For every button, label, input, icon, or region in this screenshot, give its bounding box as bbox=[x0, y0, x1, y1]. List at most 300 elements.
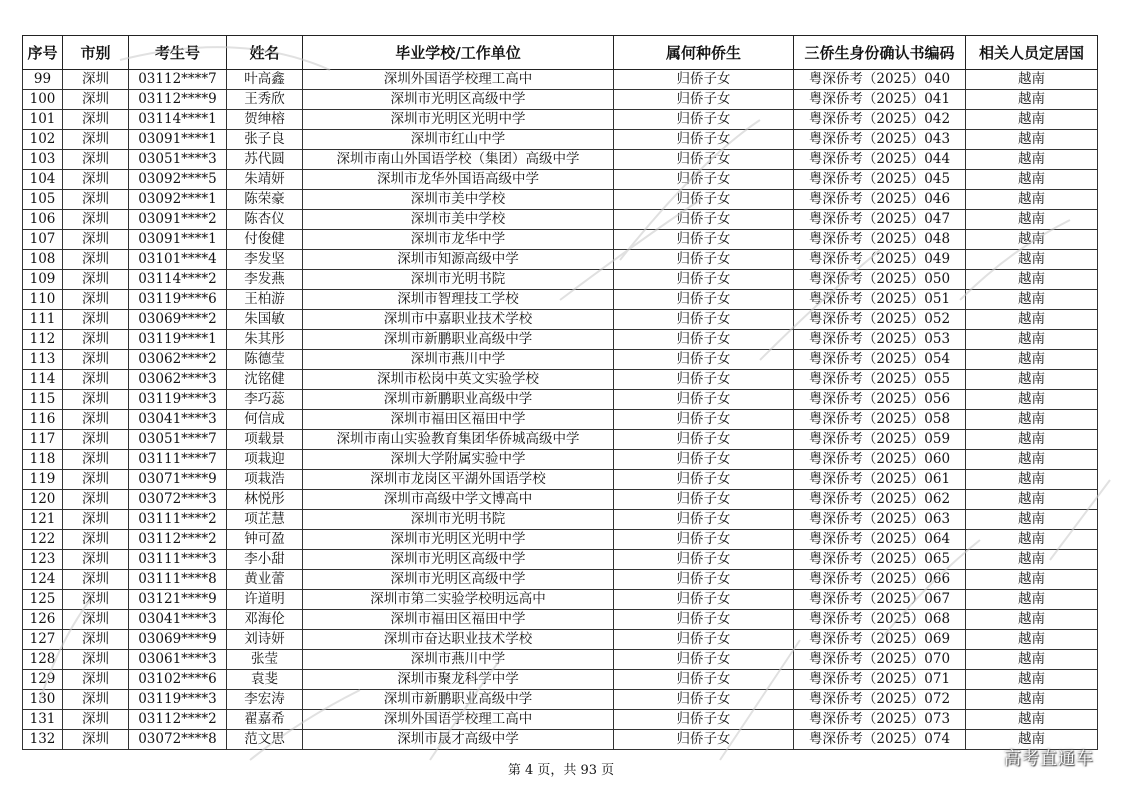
cell-school: 深圳外国语学校理工高中 bbox=[303, 70, 614, 90]
table-row bbox=[23, 270, 1098, 290]
cell-name: 朱靖妍 bbox=[227, 170, 303, 190]
cell-seq: 117 bbox=[23, 430, 63, 450]
cell-city: 深圳 bbox=[63, 70, 129, 90]
cell-exam-id: 03111****2 bbox=[129, 510, 227, 530]
cell-name: 钟可盈 bbox=[227, 530, 303, 550]
cell-country: 越南 bbox=[966, 470, 1098, 490]
table-row bbox=[23, 370, 1098, 390]
cell-cert-code: 粤深侨考（2025）056 bbox=[794, 390, 966, 410]
cell-city: 深圳 bbox=[63, 230, 129, 250]
cell-school: 深圳外国语学校理工高中 bbox=[303, 710, 614, 730]
cell-cert-code: 粤深侨考（2025）072 bbox=[794, 690, 966, 710]
table-row bbox=[23, 550, 1098, 570]
cell-city: 深圳 bbox=[63, 390, 129, 410]
cell-name: 翟嘉希 bbox=[227, 710, 303, 730]
cell-exam-id: 03111****7 bbox=[129, 450, 227, 470]
cell-seq: 109 bbox=[23, 270, 63, 290]
cell-city: 深圳 bbox=[63, 550, 129, 570]
table-row bbox=[23, 630, 1098, 650]
col-header-type: 属何种侨生 bbox=[614, 36, 794, 70]
cell-cert-code: 粤深侨考（2025）068 bbox=[794, 610, 966, 630]
cell-cert-code: 粤深侨考（2025）054 bbox=[794, 350, 966, 370]
cell-type: 归侨子女 bbox=[614, 390, 794, 410]
cell-school: 深圳市燕川中学 bbox=[303, 650, 614, 670]
cell-country: 越南 bbox=[966, 670, 1098, 690]
cell-name: 范文思 bbox=[227, 730, 303, 750]
cell-city: 深圳 bbox=[63, 630, 129, 650]
table-row bbox=[23, 330, 1098, 350]
cell-seq: 106 bbox=[23, 210, 63, 230]
cell-cert-code: 粤深侨考（2025）040 bbox=[794, 70, 966, 90]
cell-cert-code: 粤深侨考（2025）044 bbox=[794, 150, 966, 170]
cell-type: 归侨子女 bbox=[614, 170, 794, 190]
cell-country: 越南 bbox=[966, 630, 1098, 650]
table-row bbox=[23, 670, 1098, 690]
cell-seq: 126 bbox=[23, 610, 63, 630]
cell-name: 陈杏仪 bbox=[227, 210, 303, 230]
cell-type: 归侨子女 bbox=[614, 350, 794, 370]
cell-school: 深圳市光明书院 bbox=[303, 510, 614, 530]
cell-name: 贺绅榕 bbox=[227, 110, 303, 130]
cell-cert-code: 粤深侨考（2025）074 bbox=[794, 730, 966, 750]
cell-exam-id: 03119****3 bbox=[129, 390, 227, 410]
cell-city: 深圳 bbox=[63, 370, 129, 390]
cell-country: 越南 bbox=[966, 290, 1098, 310]
cell-name: 朱其彤 bbox=[227, 330, 303, 350]
cell-seq: 120 bbox=[23, 490, 63, 510]
cell-name: 李巧蕊 bbox=[227, 390, 303, 410]
cell-exam-id: 03114****2 bbox=[129, 270, 227, 290]
cell-seq: 118 bbox=[23, 450, 63, 470]
cell-type: 归侨子女 bbox=[614, 90, 794, 110]
cell-type: 归侨子女 bbox=[614, 110, 794, 130]
cell-cert-code: 粤深侨考（2025）060 bbox=[794, 450, 966, 470]
cell-seq: 112 bbox=[23, 330, 63, 350]
cell-type: 归侨子女 bbox=[614, 70, 794, 90]
cell-type: 归侨子女 bbox=[614, 210, 794, 230]
cell-cert-code: 粤深侨考（2025）051 bbox=[794, 290, 966, 310]
table-row bbox=[23, 610, 1098, 630]
cell-seq: 115 bbox=[23, 390, 63, 410]
cell-cert-code: 粤深侨考（2025）042 bbox=[794, 110, 966, 130]
cell-seq: 131 bbox=[23, 710, 63, 730]
cell-exam-id: 03041****3 bbox=[129, 410, 227, 430]
cell-country: 越南 bbox=[966, 610, 1098, 630]
cell-country: 越南 bbox=[966, 150, 1098, 170]
roster-body bbox=[23, 70, 1098, 750]
cell-name: 李宏涛 bbox=[227, 690, 303, 710]
cell-seq: 124 bbox=[23, 570, 63, 590]
table-row bbox=[23, 110, 1098, 130]
cell-type: 归侨子女 bbox=[614, 230, 794, 250]
cell-exam-id: 03112****2 bbox=[129, 710, 227, 730]
col-header-cert-code: 三侨生身份确认书编码 bbox=[794, 36, 966, 70]
cell-type: 归侨子女 bbox=[614, 630, 794, 650]
cell-city: 深圳 bbox=[63, 470, 129, 490]
cell-exam-id: 03092****1 bbox=[129, 190, 227, 210]
cell-exam-id: 03091****1 bbox=[129, 130, 227, 150]
cell-name: 项载景 bbox=[227, 430, 303, 450]
cell-seq: 110 bbox=[23, 290, 63, 310]
table-row bbox=[23, 710, 1098, 730]
cell-school: 深圳市龙华中学 bbox=[303, 230, 614, 250]
table-row bbox=[23, 410, 1098, 430]
cell-country: 越南 bbox=[966, 210, 1098, 230]
cell-type: 归侨子女 bbox=[614, 310, 794, 330]
cell-exam-id: 03119****6 bbox=[129, 290, 227, 310]
cell-type: 归侨子女 bbox=[614, 130, 794, 150]
cell-cert-code: 粤深侨考（2025）061 bbox=[794, 470, 966, 490]
cell-school: 深圳市晟才高级中学 bbox=[303, 730, 614, 750]
col-header-exam-id: 考生号 bbox=[129, 36, 227, 70]
cell-city: 深圳 bbox=[63, 190, 129, 210]
cell-name: 李发坚 bbox=[227, 250, 303, 270]
cell-type: 归侨子女 bbox=[614, 370, 794, 390]
cell-exam-id: 03121****9 bbox=[129, 590, 227, 610]
cell-exam-id: 03072****3 bbox=[129, 490, 227, 510]
cell-seq: 107 bbox=[23, 230, 63, 250]
cell-country: 越南 bbox=[966, 170, 1098, 190]
cell-name: 项芷慧 bbox=[227, 510, 303, 530]
cell-cert-code: 粤深侨考（2025）066 bbox=[794, 570, 966, 590]
table-row bbox=[23, 210, 1098, 230]
cell-city: 深圳 bbox=[63, 650, 129, 670]
cell-type: 归侨子女 bbox=[614, 190, 794, 210]
cell-city: 深圳 bbox=[63, 730, 129, 750]
cell-school: 深圳市新鹏职业高级中学 bbox=[303, 390, 614, 410]
cell-city: 深圳 bbox=[63, 690, 129, 710]
cell-exam-id: 03092****5 bbox=[129, 170, 227, 190]
cell-city: 深圳 bbox=[63, 670, 129, 690]
cell-name: 邓海伦 bbox=[227, 610, 303, 630]
cell-school: 深圳市美中学校 bbox=[303, 190, 614, 210]
cell-school: 深圳市松岗中英文实验学校 bbox=[303, 370, 614, 390]
cell-seq: 114 bbox=[23, 370, 63, 390]
cell-city: 深圳 bbox=[63, 110, 129, 130]
cell-country: 越南 bbox=[966, 410, 1098, 430]
col-header-city: 市别 bbox=[63, 36, 129, 70]
cell-cert-code: 粤深侨考（2025）059 bbox=[794, 430, 966, 450]
cell-exam-id: 03051****3 bbox=[129, 150, 227, 170]
cell-exam-id: 03069****9 bbox=[129, 630, 227, 650]
cell-school: 深圳市聚龙科学中学 bbox=[303, 670, 614, 690]
cell-name: 陈荣豪 bbox=[227, 190, 303, 210]
table-row bbox=[23, 190, 1098, 210]
cell-school: 深圳市南山外国语学校（集团）高级中学 bbox=[303, 150, 614, 170]
cell-type: 归侨子女 bbox=[614, 330, 794, 350]
cell-name: 陈德莹 bbox=[227, 350, 303, 370]
cell-city: 深圳 bbox=[63, 610, 129, 630]
cell-school: 深圳市红山中学 bbox=[303, 130, 614, 150]
cell-country: 越南 bbox=[966, 230, 1098, 250]
cell-city: 深圳 bbox=[63, 290, 129, 310]
cell-cert-code: 粤深侨考（2025）062 bbox=[794, 490, 966, 510]
cell-cert-code: 粤深侨考（2025）064 bbox=[794, 530, 966, 550]
cell-exam-id: 03062****2 bbox=[129, 350, 227, 370]
cell-name: 李发燕 bbox=[227, 270, 303, 290]
table-row bbox=[23, 450, 1098, 470]
cell-city: 深圳 bbox=[63, 90, 129, 110]
cell-country: 越南 bbox=[966, 590, 1098, 610]
cell-exam-id: 03041****3 bbox=[129, 610, 227, 630]
cell-name: 林悦彤 bbox=[227, 490, 303, 510]
cell-school: 深圳大学附属实验中学 bbox=[303, 450, 614, 470]
cell-exam-id: 03071****9 bbox=[129, 470, 227, 490]
cell-school: 深圳市中嘉职业技术学校 bbox=[303, 310, 614, 330]
table-row bbox=[23, 310, 1098, 330]
table-row bbox=[23, 390, 1098, 410]
cell-city: 深圳 bbox=[63, 590, 129, 610]
cell-type: 归侨子女 bbox=[614, 430, 794, 450]
cell-name: 叶高鑫 bbox=[227, 70, 303, 90]
table-row bbox=[23, 690, 1098, 710]
cell-cert-code: 粤深侨考（2025）063 bbox=[794, 510, 966, 530]
cell-exam-id: 03091****2 bbox=[129, 210, 227, 230]
cell-name: 付俊健 bbox=[227, 230, 303, 250]
cell-type: 归侨子女 bbox=[614, 490, 794, 510]
cell-type: 归侨子女 bbox=[614, 670, 794, 690]
cell-type: 归侨子女 bbox=[614, 570, 794, 590]
table-row bbox=[23, 70, 1098, 90]
cell-name: 张子良 bbox=[227, 130, 303, 150]
table-row bbox=[23, 230, 1098, 250]
table-row bbox=[23, 650, 1098, 670]
cell-city: 深圳 bbox=[63, 210, 129, 230]
cell-seq: 130 bbox=[23, 690, 63, 710]
cell-city: 深圳 bbox=[63, 350, 129, 370]
cell-type: 归侨子女 bbox=[614, 530, 794, 550]
cell-cert-code: 粤深侨考（2025）058 bbox=[794, 410, 966, 430]
cell-city: 深圳 bbox=[63, 530, 129, 550]
cell-name: 沈铭健 bbox=[227, 370, 303, 390]
col-header-seq: 序号 bbox=[23, 36, 63, 70]
cell-country: 越南 bbox=[966, 350, 1098, 370]
col-header-country: 相关人员定居国 bbox=[966, 36, 1098, 70]
cell-exam-id: 03111****8 bbox=[129, 570, 227, 590]
cell-name: 黄业蕾 bbox=[227, 570, 303, 590]
col-header-school: 毕业学校/工作单位 bbox=[303, 36, 614, 70]
cell-exam-id: 03112****2 bbox=[129, 530, 227, 550]
cell-country: 越南 bbox=[966, 510, 1098, 530]
cell-type: 归侨子女 bbox=[614, 690, 794, 710]
cell-seq: 100 bbox=[23, 90, 63, 110]
cell-country: 越南 bbox=[966, 310, 1098, 330]
cell-seq: 99 bbox=[23, 70, 63, 90]
cell-cert-code: 粤深侨考（2025）041 bbox=[794, 90, 966, 110]
cell-city: 深圳 bbox=[63, 490, 129, 510]
cell-cert-code: 粤深侨考（2025）048 bbox=[794, 230, 966, 250]
cell-cert-code: 粤深侨考（2025）071 bbox=[794, 670, 966, 690]
cell-school: 深圳市龙华外国语高级中学 bbox=[303, 170, 614, 190]
table-row bbox=[23, 570, 1098, 590]
cell-school: 深圳市光明区高级中学 bbox=[303, 90, 614, 110]
cell-seq: 125 bbox=[23, 590, 63, 610]
cell-country: 越南 bbox=[966, 530, 1098, 550]
cell-seq: 116 bbox=[23, 410, 63, 430]
cell-country: 越南 bbox=[966, 710, 1098, 730]
cell-exam-id: 03062****3 bbox=[129, 370, 227, 390]
page-footer: 第 4 页，共 93 页 bbox=[507, 763, 615, 778]
cell-seq: 105 bbox=[23, 190, 63, 210]
cell-name: 王柏游 bbox=[227, 290, 303, 310]
cell-cert-code: 粤深侨考（2025）046 bbox=[794, 190, 966, 210]
cell-city: 深圳 bbox=[63, 310, 129, 330]
table-row bbox=[23, 250, 1098, 270]
cell-school: 深圳市光明区高级中学 bbox=[303, 570, 614, 590]
cell-name: 王秀欣 bbox=[227, 90, 303, 110]
cell-name: 朱国敏 bbox=[227, 310, 303, 330]
cell-seq: 123 bbox=[23, 550, 63, 570]
cell-name: 许道明 bbox=[227, 590, 303, 610]
cell-school: 深圳市光明区光明中学 bbox=[303, 530, 614, 550]
cell-school: 深圳市高级中学文博高中 bbox=[303, 490, 614, 510]
cell-type: 归侨子女 bbox=[614, 410, 794, 430]
cell-type: 归侨子女 bbox=[614, 590, 794, 610]
cell-school: 深圳市福田区福田中学 bbox=[303, 410, 614, 430]
cell-country: 越南 bbox=[966, 250, 1098, 270]
cell-seq: 102 bbox=[23, 130, 63, 150]
cell-school: 深圳市智理技工学校 bbox=[303, 290, 614, 310]
cell-cert-code: 粤深侨考（2025）050 bbox=[794, 270, 966, 290]
cell-exam-id: 03061****3 bbox=[129, 650, 227, 670]
cell-country: 越南 bbox=[966, 490, 1098, 510]
cell-seq: 128 bbox=[23, 650, 63, 670]
cell-exam-id: 03069****2 bbox=[129, 310, 227, 330]
cell-cert-code: 粤深侨考（2025）070 bbox=[794, 650, 966, 670]
cell-country: 越南 bbox=[966, 430, 1098, 450]
cell-name: 张莹 bbox=[227, 650, 303, 670]
cell-city: 深圳 bbox=[63, 250, 129, 270]
cell-name: 袁斐 bbox=[227, 670, 303, 690]
cell-type: 归侨子女 bbox=[614, 710, 794, 730]
cell-cert-code: 粤深侨考（2025）067 bbox=[794, 590, 966, 610]
cell-seq: 127 bbox=[23, 630, 63, 650]
cell-exam-id: 03051****7 bbox=[129, 430, 227, 450]
cell-city: 深圳 bbox=[63, 410, 129, 430]
cell-type: 归侨子女 bbox=[614, 290, 794, 310]
cell-city: 深圳 bbox=[63, 130, 129, 150]
cell-city: 深圳 bbox=[63, 570, 129, 590]
cell-seq: 132 bbox=[23, 730, 63, 750]
cell-type: 归侨子女 bbox=[614, 450, 794, 470]
table-row bbox=[23, 590, 1098, 610]
table-row bbox=[23, 490, 1098, 510]
table-row bbox=[23, 150, 1098, 170]
cell-cert-code: 粤深侨考（2025）073 bbox=[794, 710, 966, 730]
brand-watermark-label: 高考直通车 bbox=[1004, 749, 1094, 769]
cell-type: 归侨子女 bbox=[614, 730, 794, 750]
cell-cert-code: 粤深侨考（2025）052 bbox=[794, 310, 966, 330]
cell-exam-id: 03091****1 bbox=[129, 230, 227, 250]
cell-country: 越南 bbox=[966, 270, 1098, 290]
table-row bbox=[23, 290, 1098, 310]
cell-country: 越南 bbox=[966, 370, 1098, 390]
cell-seq: 129 bbox=[23, 670, 63, 690]
cell-name: 项栽迎 bbox=[227, 450, 303, 470]
cell-school: 深圳市第二实验学校明远高中 bbox=[303, 590, 614, 610]
table-row bbox=[23, 170, 1098, 190]
cell-exam-id: 03111****3 bbox=[129, 550, 227, 570]
cell-city: 深圳 bbox=[63, 430, 129, 450]
cell-type: 归侨子女 bbox=[614, 510, 794, 530]
cell-seq: 103 bbox=[23, 150, 63, 170]
cell-type: 归侨子女 bbox=[614, 610, 794, 630]
cell-seq: 108 bbox=[23, 250, 63, 270]
cell-school: 深圳市光明区高级中学 bbox=[303, 550, 614, 570]
cell-seq: 113 bbox=[23, 350, 63, 370]
table-row bbox=[23, 90, 1098, 110]
cell-country: 越南 bbox=[966, 190, 1098, 210]
cell-city: 深圳 bbox=[63, 270, 129, 290]
cell-type: 归侨子女 bbox=[614, 550, 794, 570]
cell-cert-code: 粤深侨考（2025）069 bbox=[794, 630, 966, 650]
cell-exam-id: 03119****1 bbox=[129, 330, 227, 350]
cell-exam-id: 03119****3 bbox=[129, 690, 227, 710]
cell-city: 深圳 bbox=[63, 150, 129, 170]
cell-school: 深圳市知源高级中学 bbox=[303, 250, 614, 270]
cell-seq: 119 bbox=[23, 470, 63, 490]
cell-country: 越南 bbox=[966, 550, 1098, 570]
cell-exam-id: 03112****7 bbox=[129, 70, 227, 90]
cell-country: 越南 bbox=[966, 330, 1098, 350]
cell-country: 越南 bbox=[966, 650, 1098, 670]
cell-name: 刘诗妍 bbox=[227, 630, 303, 650]
table-row bbox=[23, 130, 1098, 150]
cell-school: 深圳市福田区福田中学 bbox=[303, 610, 614, 630]
cell-seq: 101 bbox=[23, 110, 63, 130]
cell-school: 深圳市光明书院 bbox=[303, 270, 614, 290]
cell-country: 越南 bbox=[966, 690, 1098, 710]
cell-country: 越南 bbox=[966, 130, 1098, 150]
cell-name: 项栽浩 bbox=[227, 470, 303, 490]
table-row bbox=[23, 530, 1098, 550]
cell-school: 深圳市光明区光明中学 bbox=[303, 110, 614, 130]
cell-city: 深圳 bbox=[63, 510, 129, 530]
cell-city: 深圳 bbox=[63, 450, 129, 470]
cell-name: 何信成 bbox=[227, 410, 303, 430]
cell-cert-code: 粤深侨考（2025）045 bbox=[794, 170, 966, 190]
cell-exam-id: 03112****9 bbox=[129, 90, 227, 110]
header-row bbox=[23, 36, 1098, 70]
table-row bbox=[23, 730, 1098, 750]
cell-exam-id: 03101****4 bbox=[129, 250, 227, 270]
cell-type: 归侨子女 bbox=[614, 470, 794, 490]
cell-exam-id: 03072****8 bbox=[129, 730, 227, 750]
cell-type: 归侨子女 bbox=[614, 250, 794, 270]
cell-country: 越南 bbox=[966, 70, 1098, 90]
cell-school: 深圳市奋达职业技术学校 bbox=[303, 630, 614, 650]
cell-country: 越南 bbox=[966, 90, 1098, 110]
table-row bbox=[23, 350, 1098, 370]
cell-cert-code: 粤深侨考（2025）065 bbox=[794, 550, 966, 570]
cell-cert-code: 粤深侨考（2025）043 bbox=[794, 130, 966, 150]
cell-city: 深圳 bbox=[63, 710, 129, 730]
cell-type: 归侨子女 bbox=[614, 270, 794, 290]
cell-cert-code: 粤深侨考（2025）047 bbox=[794, 210, 966, 230]
cell-country: 越南 bbox=[966, 570, 1098, 590]
cell-city: 深圳 bbox=[63, 170, 129, 190]
table-row bbox=[23, 510, 1098, 530]
cell-name: 苏代圆 bbox=[227, 150, 303, 170]
cell-school: 深圳市南山实验教育集团华侨城高级中学 bbox=[303, 430, 614, 450]
cell-seq: 111 bbox=[23, 310, 63, 330]
cell-seq: 122 bbox=[23, 530, 63, 550]
table-row bbox=[23, 430, 1098, 450]
cell-type: 归侨子女 bbox=[614, 650, 794, 670]
cell-school: 深圳市新鹏职业高级中学 bbox=[303, 690, 614, 710]
cell-city: 深圳 bbox=[63, 330, 129, 350]
cell-name: 李小甜 bbox=[227, 550, 303, 570]
